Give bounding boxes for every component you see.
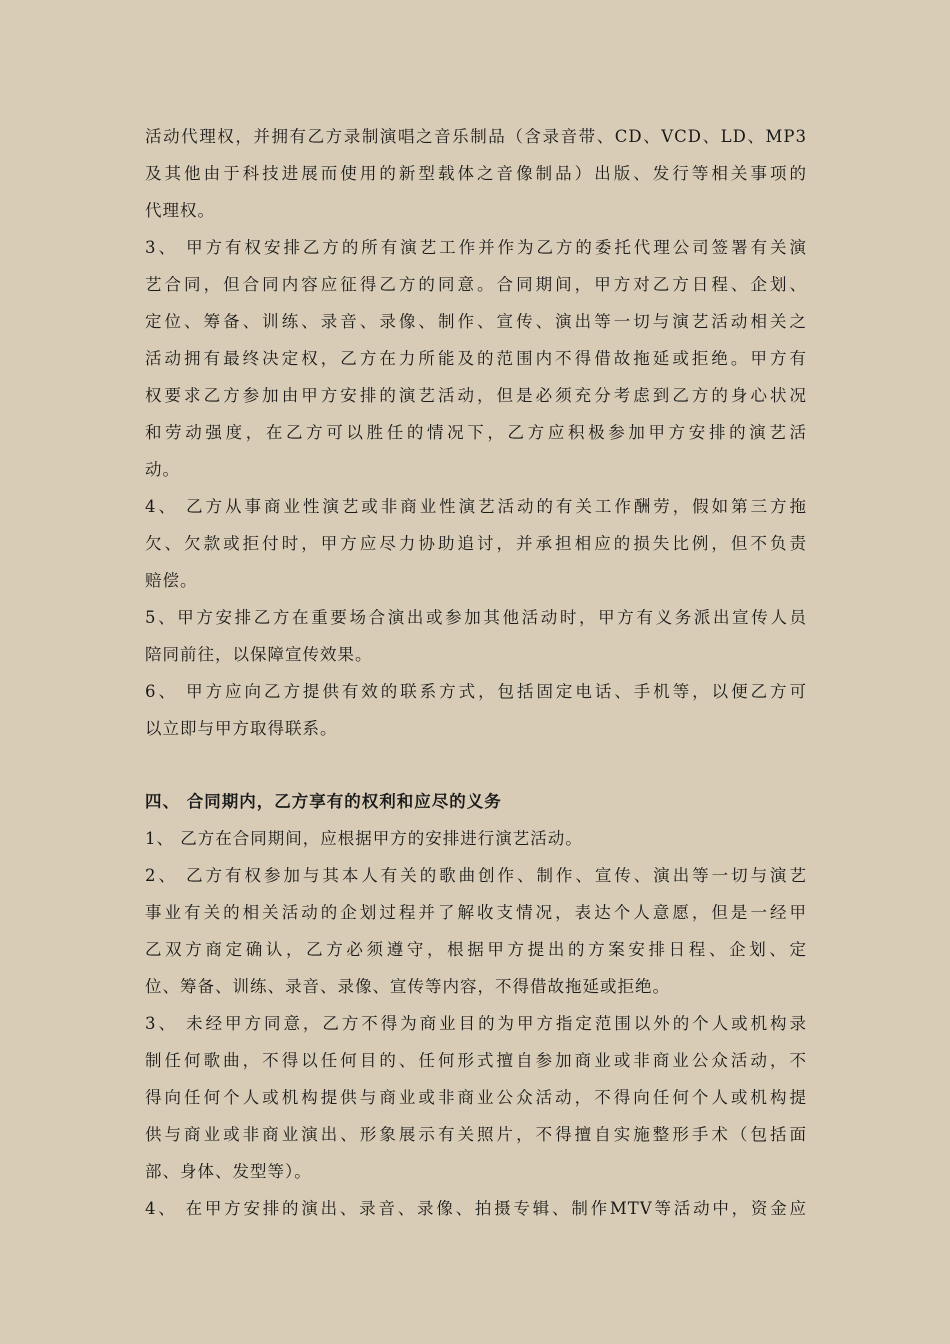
paragraph-line: 乙双方商定确认，乙方必须遵守，根据甲方提出的方案安排日程、企划、定: [145, 940, 807, 959]
paragraph-line: 3、 甲方有权安排乙方的所有演艺工作并作为乙方的委托代理公司签署有关演: [145, 238, 807, 257]
section-3-continuation: [145, 118, 807, 229]
paragraph-line: 位、筹备、训练、录音、录像、宣传等内容，不得借故拖延或拒绝。: [145, 977, 670, 996]
paragraph-line: 2、 乙方有权参加与其本人有关的歌曲创作、制作、宣传、演出等一切与演艺: [145, 866, 807, 885]
paragraph-line: 部、身体、发型等）。: [145, 1162, 312, 1181]
section-4: [145, 783, 807, 1227]
paragraph-line: 以立即与甲方取得联系。: [145, 719, 338, 738]
paragraph-line: 艺合同，但合同内容应征得乙方的同意。合同期间，甲方对乙方日程、企划、: [145, 275, 807, 294]
clause-3-6: [145, 673, 807, 747]
paragraph-line: 3、 未经甲方同意，乙方不得为商业目的为甲方指定范围以外的个人或机构录: [145, 1014, 807, 1033]
paragraph-line: 活动拥有最终决定权，乙方在力所能及的范围内不得借故拖延或拒绝。甲方有: [145, 349, 807, 368]
paragraph-line: 欠、欠款或拒付时，甲方应尽力协助追讨，并承担相应的损失比例，但不负责: [145, 534, 807, 553]
paragraph-line: 陪同前往，以保障宣传效果。: [145, 645, 373, 664]
paragraph-line: 权要求乙方参加由甲方安排的演艺活动，但是必须充分考虑到乙方的身心状况: [145, 386, 807, 405]
paragraph-line: 定位、筹备、训练、录音、录像、制作、宣传、演出等一切与演艺活动相关之: [145, 312, 807, 331]
paragraph-line: 制任何歌曲，不得以任何目的、任何形式擅自参加商业或非商业公众活动，不: [145, 1051, 807, 1070]
paragraph-line: 1、 乙方在合同期间，应根据甲方的安排进行演艺活动。: [145, 829, 583, 848]
clause-4-3: [145, 1005, 807, 1190]
paragraph-line: 4、 在甲方安排的演出、录音、录像、拍摄专辑、制作MTV等活动中，资金应: [145, 1199, 807, 1218]
clause-3-5: [145, 599, 807, 673]
paragraph-line: 代理权。: [145, 201, 215, 220]
clause-3-4: [145, 488, 807, 599]
paragraph-line: 赔偿。: [145, 571, 198, 590]
paragraph-line: 动。: [145, 460, 180, 479]
paragraph-line: 事业有关的相关活动的企划过程并了解收支情况，表达个人意愿，但是一经甲: [145, 903, 807, 922]
paragraph-line: 5、甲方安排乙方在重要场合演出或参加其他活动时，甲方有义务派出宣传人员: [145, 608, 807, 627]
clause-4-2: [145, 857, 807, 1005]
paragraph-line: 及其他由于科技进展而使用的新型载体之音像制品）出版、发行等相关事项的: [145, 164, 807, 183]
paragraph-line: 和劳动强度，在乙方可以胜任的情况下，乙方应积极参加甲方安排的演艺活: [145, 423, 807, 442]
clause-4-4: [145, 1190, 807, 1227]
clause-3-3: [145, 229, 807, 488]
document-page: [145, 118, 807, 1227]
paragraph-line: 供与商业或非商业演出、形象展示有关照片，不得擅自实施整形手术（包括面: [145, 1125, 807, 1144]
paragraph-line: 4、 乙方从事商业性演艺或非商业性演艺活动的有关工作酬劳，假如第三方拖: [145, 497, 807, 516]
section-heading: 四、 合同期内，乙方享有的权利和应尽的义务: [145, 792, 502, 811]
paragraph-line: 活动代理权，并拥有乙方录制演唱之音乐制品（含录音带、CD、VCD、LD、MP3: [145, 127, 807, 146]
paragraph-line: 得向任何个人或机构提供与商业或非商业公众活动，不得向任何个人或机构提: [145, 1088, 807, 1107]
section-spacer: [145, 747, 807, 783]
paragraph-line: 6、 甲方应向乙方提供有效的联系方式，包括固定电话、手机等，以便乙方可: [145, 682, 807, 701]
clause-4-1: [145, 820, 807, 857]
